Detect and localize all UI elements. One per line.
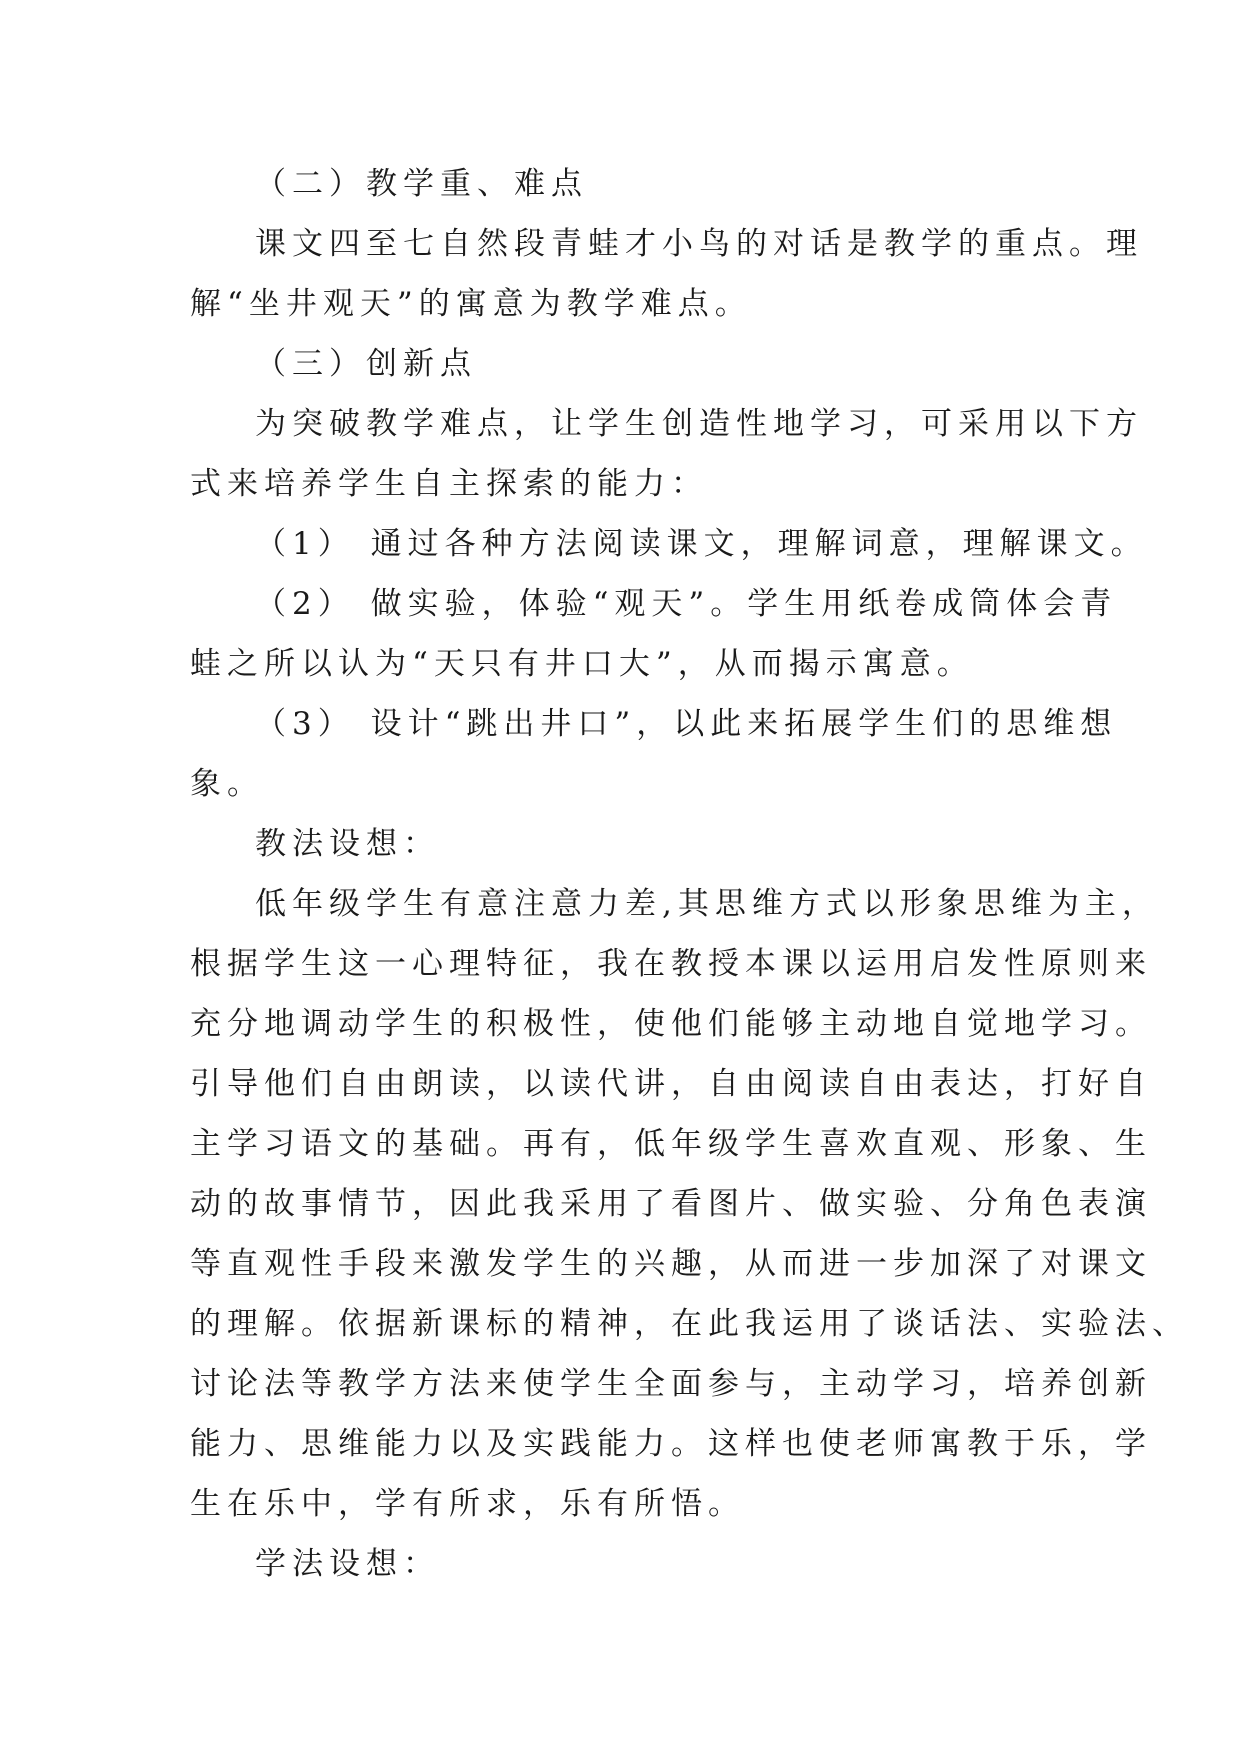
paragraph-line: 动的故事情节，因此我采用了看图片、做实验、分角色表演 (190, 1186, 1152, 1222)
heading-learning-method: 学法设想： (255, 1546, 440, 1582)
paragraph-line: 为突破教学难点，让学生创造性地学习，可采用以下方 (255, 406, 1143, 442)
paragraph-line: 课文四至七自然段青蛙才小鸟的对话是教学的重点。理 (255, 226, 1143, 262)
paragraph-line: 生在乐中，学有所求，乐有所悟。 (190, 1486, 745, 1522)
heading-teaching-method: 教法设想： (255, 826, 440, 862)
paragraph-line: 象。 (190, 766, 264, 802)
list-item: （3） 设计“跳出井口”，以此来拓展学生们的思维想 (255, 706, 1118, 742)
list-item: （2） 做实验，体验“观天”。学生用纸卷成筒体会青 (255, 586, 1118, 622)
paragraph-line: 根据学生这一心理特征，我在教授本课以运用启发性原则来 (190, 946, 1152, 982)
paragraph-line: 讨论法等教学方法来使学生全面参与，主动学习，培养创新 (190, 1366, 1152, 1402)
paragraph-line: 能力、思维能力以及实践能力。这样也使老师寓教于乐，学 (190, 1426, 1152, 1462)
paragraph-line: 的理解。依据新课标的精神，在此我运用了谈话法、实验法、 (190, 1306, 1189, 1342)
paragraph-line: 蛙之所以认为“天只有井口大”，从而揭示寓意。 (190, 646, 974, 682)
paragraph-line: 式来培养学生自主探索的能力： (190, 466, 708, 502)
paragraph-line: 低年级学生有意注意力差,其思维方式以形象思维为主， (255, 886, 1159, 922)
list-item: （1） 通过各种方法阅读课文，理解词意，理解课文。 (255, 526, 1148, 562)
paragraph-line: 解“坐井观天”的寓意为教学难点。 (190, 286, 752, 322)
paragraph-line: 引导他们自由朗读，以读代讲，自由阅读自由表达，打好自 (190, 1066, 1152, 1102)
paragraph-line: 充分地调动学生的积极性，使他们能够主动地自觉地学习。 (190, 1006, 1152, 1042)
paragraph-line: 主学习语文的基础。再有，低年级学生喜欢直观、形象、生 (190, 1126, 1152, 1162)
heading-teaching-focus: （二）教学重、难点 (255, 166, 588, 202)
heading-innovation: （三）创新点 (255, 346, 477, 382)
paragraph-line: 等直观性手段来激发学生的兴趣，从而进一步加深了对课文 (190, 1246, 1152, 1282)
